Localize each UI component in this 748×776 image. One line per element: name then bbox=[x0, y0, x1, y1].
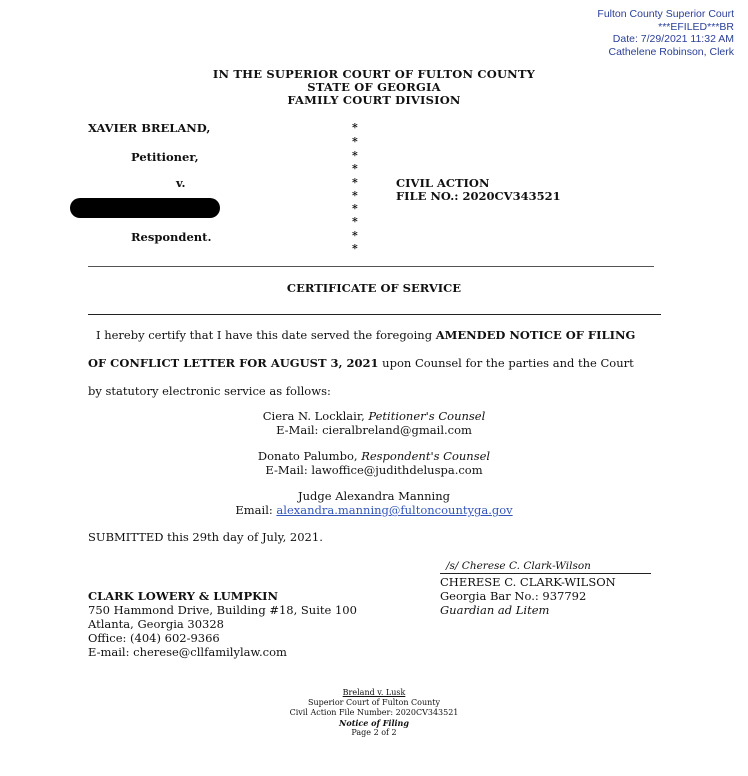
court-heading bbox=[0, 68, 748, 107]
document-title: CERTIFICATE OF SERVICE bbox=[286, 281, 462, 295]
caption-star: * bbox=[352, 135, 358, 148]
recipient-email-line bbox=[0, 463, 748, 477]
certify-text-cont: upon Counsel for the parties and the Court bbox=[378, 356, 634, 370]
firm-address-2: Atlanta, Georgia 30328 bbox=[88, 617, 225, 631]
recipient-name: Donato Palumbo, bbox=[257, 449, 362, 463]
footer-court: Superior Court of Fulton County bbox=[307, 698, 440, 707]
court-line-1: IN THE SUPERIOR COURT OF FULTON COUNTY bbox=[212, 67, 536, 81]
versus: v. bbox=[176, 176, 186, 190]
caption-star: * bbox=[352, 242, 358, 255]
stamp-efiled: ***EFILED***BR bbox=[658, 20, 734, 33]
caption-star: * bbox=[352, 176, 358, 189]
redaction-mark bbox=[70, 198, 220, 218]
firm-name: CLARK LOWERY & LUMPKIN bbox=[88, 589, 279, 603]
recipient-email: lawoffice@judithdeluspa.com bbox=[311, 463, 483, 477]
file-number: FILE NO.: 2020CV343521 bbox=[396, 189, 561, 203]
recipient-email: cieralbreland@gmail.com bbox=[322, 423, 472, 437]
recipient-name-line bbox=[0, 409, 748, 423]
recipient-block bbox=[0, 489, 748, 517]
recipient-name-line bbox=[0, 449, 748, 463]
court-line-3: FAMILY COURT DIVISION bbox=[287, 93, 461, 107]
caption-divider bbox=[88, 266, 654, 267]
recipient-role: Respondent's Counsel bbox=[361, 449, 491, 463]
firm-office-phone: Office: (404) 602-9366 bbox=[88, 631, 220, 645]
document-name-cont: OF CONFLICT LETTER FOR AUGUST 3, 2021 bbox=[88, 356, 379, 370]
email-label: E-Mail: bbox=[276, 423, 323, 437]
efiling-stamp bbox=[597, 8, 734, 58]
footer-page-number: Page 2 of 2 bbox=[351, 728, 397, 737]
certify-line-2 bbox=[88, 356, 634, 370]
civil-action-label: CIVIL ACTION bbox=[396, 176, 490, 190]
recipient-role: Petitioner's Counsel bbox=[368, 409, 486, 423]
recipient-name-line bbox=[0, 489, 748, 503]
recipient-block bbox=[0, 409, 748, 437]
respondent-label: Respondent. bbox=[131, 230, 212, 244]
caption-star: * bbox=[352, 149, 358, 162]
footer-document: Notice of Filing bbox=[339, 718, 409, 728]
footer-file-number: Civil Action File Number: 2020CV343521 bbox=[289, 708, 459, 717]
signature-line bbox=[440, 573, 651, 574]
petitioner-label: Petitioner, bbox=[131, 150, 199, 164]
recipient-email-line bbox=[0, 503, 748, 517]
recipient-block bbox=[0, 449, 748, 477]
title-divider bbox=[88, 314, 661, 315]
signature-block bbox=[440, 575, 616, 617]
email-label: Email: bbox=[235, 503, 277, 517]
firm-email: E-mail: cherese@cllfamilylaw.com bbox=[88, 645, 287, 659]
stamp-date: Date: 7/29/2021 11:32 AM bbox=[612, 33, 734, 45]
page-footer bbox=[0, 688, 748, 738]
caption-star: * bbox=[352, 121, 358, 134]
recipient-name: Judge Alexandra Manning bbox=[298, 489, 450, 503]
email-label: E-Mail: bbox=[265, 463, 312, 477]
stamp-court: Fulton County Superior Court bbox=[597, 8, 734, 20]
recipient-email-line bbox=[0, 423, 748, 437]
caption-star: * bbox=[352, 215, 358, 228]
caption-star: * bbox=[352, 189, 358, 202]
recipient-name: Ciera N. Locklair, bbox=[262, 409, 369, 423]
firm-block bbox=[88, 589, 357, 659]
petitioner-name: XAVIER BRELAND, bbox=[88, 121, 211, 135]
signer-bar-number: Georgia Bar No.: 937792 bbox=[440, 589, 587, 603]
caption-star: * bbox=[352, 229, 358, 242]
signature: /s/ Cherese C. Clark-Wilson bbox=[446, 560, 591, 572]
footer-case: Breland v. Lusk bbox=[342, 688, 406, 697]
certify-text: I hereby certify that I have this date served the foregoing bbox=[96, 328, 436, 342]
document-name: AMENDED NOTICE OF FILING bbox=[435, 328, 636, 342]
caption-star: * bbox=[352, 202, 358, 215]
signer-title: Guardian ad Litem bbox=[440, 603, 550, 617]
judge-email-link[interactable]: alexandra.manning@fultoncountyga.gov bbox=[276, 503, 513, 517]
court-line-2: STATE OF GEORGIA bbox=[307, 80, 441, 94]
caption-star: * bbox=[352, 162, 358, 175]
signer-name: CHERESE C. CLARK-WILSON bbox=[440, 575, 616, 589]
certify-line-3: by statutory electronic service as follows: bbox=[88, 384, 331, 398]
certify-line-1 bbox=[96, 328, 635, 342]
submitted-line: SUBMITTED this 29th day of July, 2021. bbox=[88, 530, 323, 544]
stamp-clerk: Cathelene Robinson, Clerk bbox=[608, 45, 734, 58]
firm-address-1: 750 Hammond Drive, Building #18, Suite 100 bbox=[88, 603, 357, 617]
